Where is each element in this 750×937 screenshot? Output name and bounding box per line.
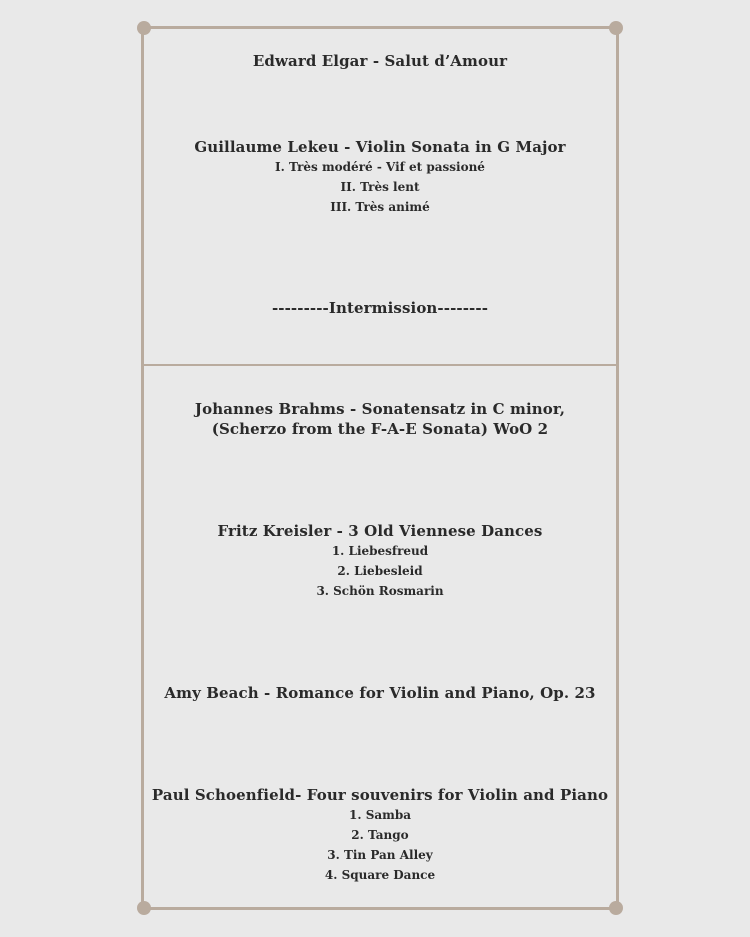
- piece-title: Amy Beach - Romance for Violin and Piano, Op. 23: [164, 684, 596, 702]
- movement-item: 2. Tango: [351, 828, 409, 842]
- piece-title: Guillaume Lekeu - Violin Sonata in G Major: [194, 138, 566, 156]
- corner-dot-icon: [609, 21, 623, 35]
- movement-item: 2. Liebesleid: [337, 564, 423, 578]
- frame-top-border: [143, 26, 618, 29]
- piece-brahms: [144, 399, 616, 439]
- movement-item: 4. Square Dance: [324, 868, 436, 882]
- movement-item: 3. Tin Pan Alley: [327, 848, 433, 862]
- piece-elgar: [144, 51, 616, 71]
- piece-title: Paul Schoenfield- Four souvenirs for Violin and Piano: [151, 786, 609, 804]
- movement-item: 1. Samba: [348, 808, 411, 822]
- piece-lekeu: [144, 137, 616, 217]
- intermission: [144, 298, 616, 318]
- piece-beach: [144, 683, 616, 703]
- intermission-label: ---------Intermission--------: [271, 299, 489, 317]
- corner-dot-icon: [137, 21, 151, 35]
- corner-dot-icon: [137, 901, 151, 915]
- piece-title: Johannes Brahms - Sonatensatz in C minor,: [194, 400, 566, 418]
- frame-bottom-border: [143, 907, 618, 910]
- piece-title: Edward Elgar - Salut d’Amour: [252, 52, 508, 70]
- movement-item: III. Très animé: [330, 200, 430, 214]
- piece-schoenfield: [144, 785, 616, 885]
- movement-item: I. Très modéré - Vif et passioné: [275, 160, 485, 174]
- piece-kreisler: [144, 521, 616, 601]
- movement-item: 1. Liebesfreud: [331, 544, 429, 558]
- movement-item: II. Très lent: [340, 180, 420, 194]
- corner-dot-icon: [609, 901, 623, 915]
- frame-right-border: [616, 27, 619, 909]
- piece-title: Fritz Kreisler - 3 Old Viennese Dances: [217, 522, 543, 540]
- piece-title: (Scherzo from the F-A-E Sonata) WoO 2: [211, 420, 549, 438]
- movement-item: 3. Schön Rosmarin: [316, 584, 444, 598]
- section-divider: [143, 364, 618, 366]
